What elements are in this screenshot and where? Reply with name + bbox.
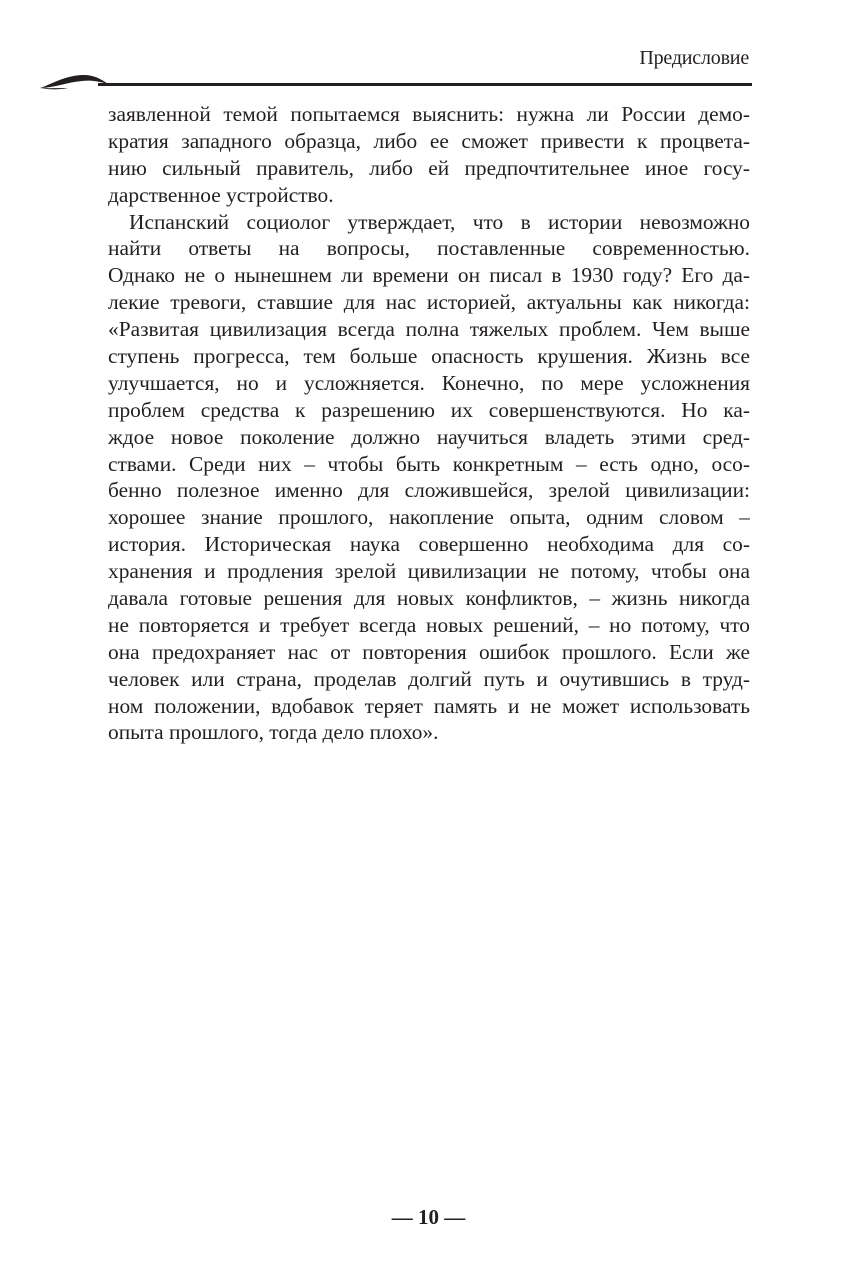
text-line: нию сильный правитель, либо ей предпочтительнее иное госу- xyxy=(108,155,750,180)
body-text xyxy=(108,101,750,746)
paragraph-2 xyxy=(108,209,750,747)
text-line: ствами. Среди них – чтобы быть конкретным – есть одно, осо- xyxy=(108,451,750,476)
text-line: лекие тревоги, ставшие для нас историей, актуальны как никогда: xyxy=(108,290,750,315)
text-line: ждое новое поколение должно научиться владеть этими сред- xyxy=(108,424,750,449)
text-line: бенно полезное именно для сложившейся, зрелой цивилизации: xyxy=(108,478,750,503)
text-line: хранения и продления зрелой цивилизации не потому, чтобы она xyxy=(108,559,750,584)
paragraph-1 xyxy=(108,101,750,209)
text-line: давала готовые решения для новых конфликтов, – жизнь никогда xyxy=(108,586,750,611)
text-line: она предохраняет нас от повторения ошибок прошлого. Если же xyxy=(108,639,750,664)
text-line: кратия западного образца, либо ее сможет привести к процвета- xyxy=(108,128,750,153)
text-line: человек или страна, проделав долгий путь и очутившись в труд- xyxy=(108,666,750,691)
text-line: история. Историческая наука совершенно необходима для со- xyxy=(108,532,750,557)
text-line: опыта прошлого, тогда дело плохо». xyxy=(108,720,439,745)
text-line: заявленной темой попытаемся выяснить: нужна ли России демо- xyxy=(108,102,750,126)
text-line: ступень прогресса, тем больше опасность крушения. Жизнь все xyxy=(108,344,750,369)
text-line: дарственное устройство. xyxy=(108,182,334,207)
header-rule xyxy=(38,70,752,92)
text-line: улучшается, но и усложняется. Конечно, по мере усложнения xyxy=(108,370,750,395)
text-line: проблем средства к разрешению их совершенствуются. Но ка- xyxy=(108,397,750,422)
header-rule-line xyxy=(98,83,752,86)
running-head-title: Предисловие xyxy=(639,47,749,69)
text-line: Испанский социолог утверждает, что в истории невозможно xyxy=(129,209,750,234)
text-line: Однако не о нынешнем ли времени он писал в 1930 году? Его да- xyxy=(108,263,750,288)
text-line: найти ответы на вопросы, поставленные современностью. xyxy=(108,236,750,261)
text-line: не повторяется и требует всегда новых решений, – но потому, что xyxy=(108,612,750,637)
flourish-ornament-icon xyxy=(38,72,110,92)
text-line: ном положении, вдобавок теряет память и не может использовать xyxy=(108,693,750,718)
text-line: «Развитая цивилизация всегда полна тяжелых проблем. Чем выше xyxy=(108,317,750,342)
text-line: хорошее знание прошлого, накопление опыта, одним словом – xyxy=(108,505,750,530)
page-number: — 10 — xyxy=(391,1205,466,1229)
